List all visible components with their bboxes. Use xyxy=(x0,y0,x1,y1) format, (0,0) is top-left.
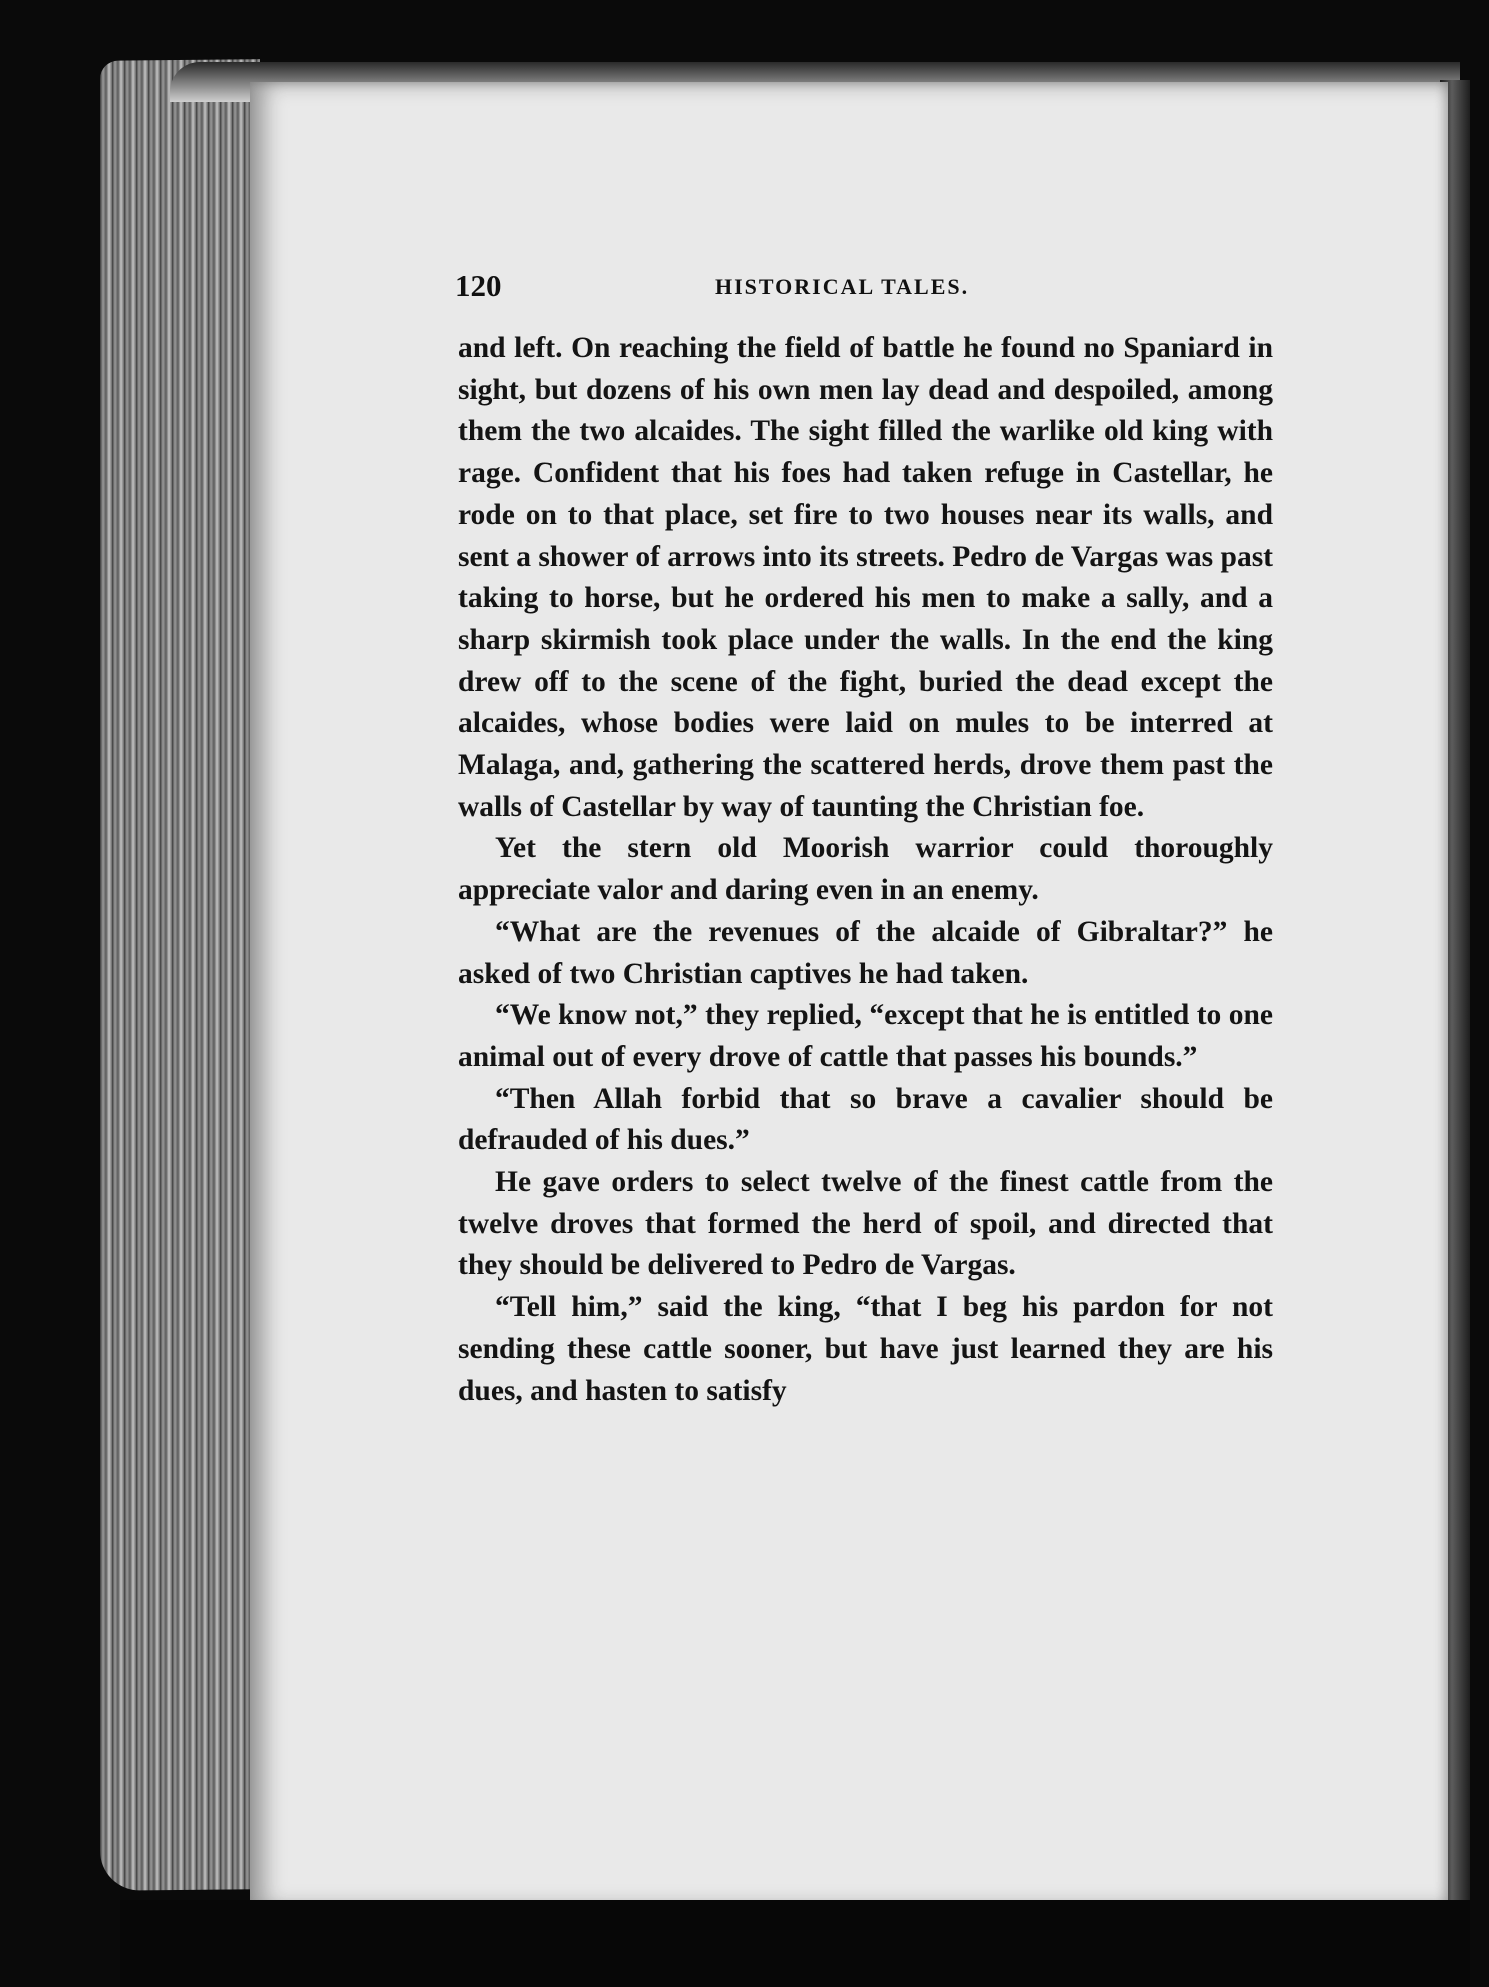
page-edges xyxy=(100,59,260,1891)
page-number: 120 xyxy=(455,268,502,303)
body-text xyxy=(458,328,1273,1412)
paragraph: “Then Allah forbid that so brave a cavalier should be defrauded of his dues.” xyxy=(458,1082,1273,1157)
paragraph: He gave orders to select twelve of the finest cattle from the twelve droves that formed the herd of spoil, and directed that they should be delivered to Pedro de Vargas. xyxy=(458,1166,1273,1282)
paragraph: “Tell him,” said the king, “that I beg his pardon for not sending these cattle sooner, but have just learned they are his dues, and hasten to satisfy xyxy=(458,1291,1273,1407)
paragraph: Yet the stern old Moorish warrior could thoroughly appreciate valor and daring even in an enemy. xyxy=(458,832,1273,907)
page-header-title: HISTORICAL TALES. xyxy=(715,274,970,299)
paragraph: and left. On reaching the field of battle he found no Spaniard in sight, but dozens of his own men lay dead and despoiled, among them the two alcaides. The sight filled the warlike old king with rage. Confident that his foes had taken refuge in Castellar, he rode on to that place, set fire to two houses near its walls, and sent a shower of arrows into its streets. Pedro de Vargas was past taking to horse, but he ordered his men to make a sally, and a sharp skirmish took place under the walls. In the end the king drew off to the scene of the fight, buried the dead except the alcaides, whose bodies were laid on mules to be interred at Malaga, and, gathering the scattered herds, drove them past the walls of Castellar by way of taunting the Christian foe. xyxy=(458,332,1273,823)
paragraph: “We know not,” they replied, “except that he is entitled to one animal out of every drove of cattle that passes his bounds.” xyxy=(458,999,1273,1073)
paragraph: “What are the revenues of the alcaide of Gibraltar?” he asked of two Christian captives he had taken. xyxy=(458,915,1273,990)
running-head xyxy=(455,268,1275,308)
bottom-shadow xyxy=(120,1900,1470,1987)
